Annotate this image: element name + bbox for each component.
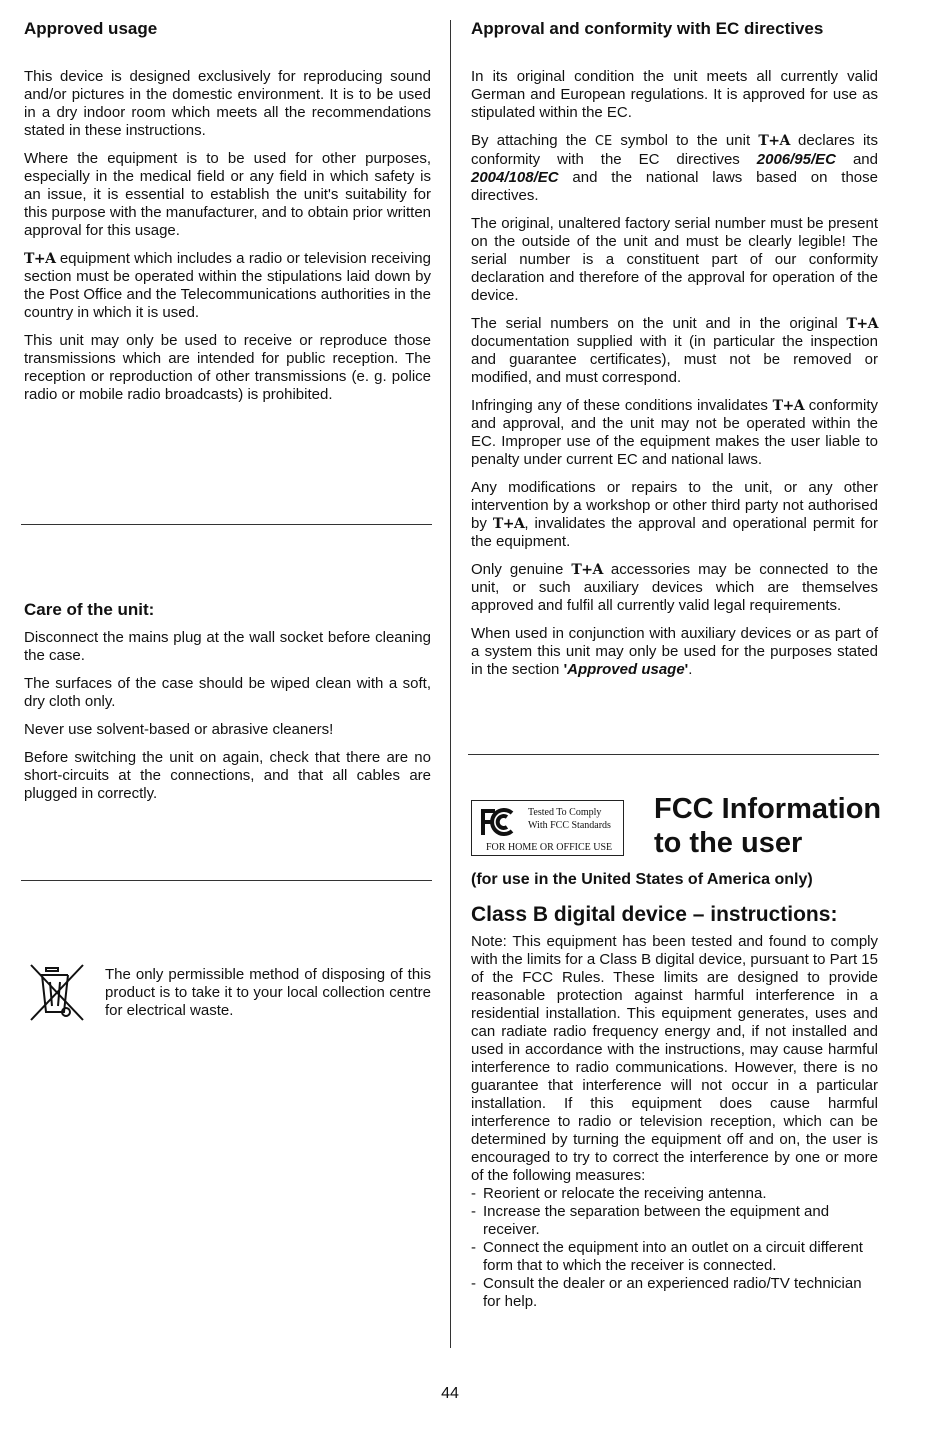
approved-paragraph-2: Where the equipment is to be used for other purposes, especially in the medical field or any field in which safety is an issue, it is essential to establish the unit's suitability for this purpose with the manufacturer, and to obtain prior written approval for this usage. <box>24 150 431 239</box>
ec-paragraph-5: Infringing any of these conditions invalidates T+A conformity and approval, and the unit may not be operated within the EC. Improper use of the equipment makes the user liable to penalty under current EC and national laws. <box>471 397 878 468</box>
fcc-title: FCC Information to the user <box>654 793 882 859</box>
brand-logo: T+A <box>758 133 790 149</box>
list-item: - Reorient or relocate the receiving antenna. <box>471 1185 878 1203</box>
left-column <box>24 18 431 414</box>
fcc-logo-text: Tested To Comply With FCC Standards <box>528 807 611 831</box>
section-divider <box>468 754 879 755</box>
fcc-compliance-logo <box>471 800 624 856</box>
brand-logo: T+A <box>24 251 56 267</box>
approved-paragraph-4: This unit may only be used to receive or reproduce those transmissions which are intended for public reception. The reception or reproduction of other transmissions (e. g. police radio or mobile radio broadcasts) is prohibited. <box>24 332 431 403</box>
column-divider <box>450 20 451 1348</box>
approved-usage-reference: Approved usage <box>567 661 685 678</box>
ec-paragraph-1: In its original condition the unit meets all currently valid German and European regulations. It is approved for use as stipulated within the EC. <box>471 68 878 121</box>
care-heading: Care of the unit: <box>24 600 155 619</box>
page-number: 44 <box>441 1385 459 1402</box>
ec-paragraph-7: Only genuine T+A accessories may be connected to the unit, or such auxiliary devices which are themselves approved and fulfil all currently valid legal requirements. <box>471 561 878 614</box>
fcc-logo-usage: FOR HOME OR OFFICE USE <box>486 842 613 853</box>
approved-paragraph-1: This device is designed exclusively for reproducing sound and/or pictures in the domestic environment. It is to be used in a dry indoor room which meets all the recommendations stated in these instructions. <box>24 68 431 139</box>
fcc-subtitle: (for use in the United States of America only) <box>471 871 813 888</box>
ec-paragraph-2: By attaching the CE symbol to the unit T+A declares its conformity with the EC directives 2006/95/EC and 2004/108/EC and the national laws based on those directives. <box>471 132 878 204</box>
ce-mark: CE <box>594 134 613 149</box>
care-paragraph-4: Before switching the unit on again, check that there are no short-circuits at the connections, and that all cables are plugged in correctly. <box>24 749 431 802</box>
list-item: - Increase the separation between the equipment and receiver. <box>471 1203 878 1239</box>
ec-heading: Approval and conformity with EC directives <box>471 19 824 38</box>
list-item: - Connect the equipment into an outlet on a circuit different form that to which the receiver is connected. <box>471 1239 878 1275</box>
brand-logo: T+A <box>492 516 525 532</box>
fcc-note <box>471 933 878 1311</box>
section-divider <box>21 524 432 525</box>
right-column <box>471 18 878 689</box>
ec-paragraph-6: Any modifications or repairs to the unit, or any other intervention by a workshop or other third party not authorised by T+A, invalidates the approval and operational permit for the equipment. <box>471 479 878 550</box>
care-section <box>24 599 431 813</box>
brand-logo: T+A <box>571 562 603 578</box>
crossed-out-wheelie-bin-icon <box>28 962 86 1024</box>
care-paragraph-1: Disconnect the mains plug at the wall socket before cleaning the case. <box>24 629 431 664</box>
ec-paragraph-3: The original, unaltered factory serial number must be present on the outside of the unit and must be clearly legible! The serial number is a constituent part of our conformity declaration and therefore of the approval for operation of the device. <box>471 215 878 304</box>
class-b-heading: Class B digital device – instructions: <box>471 903 838 926</box>
approved-usage-heading: Approved usage <box>24 19 158 38</box>
ec-paragraph-8: When used in conjunction with auxiliary devices or as part of a system this unit may only be used for the purposes stated in the section 'Approved usage'. <box>471 625 878 678</box>
brand-logo: T+A <box>846 316 878 332</box>
fcc-icon <box>479 807 517 837</box>
fcc-note-text: Note: This equipment has been tested and found to comply with the limits for a Class B digital device, pursuant to Part 15 of the FCC Rules. These limits are designed to provide reasonable protection against harmful interference in a residential installation. This equipment generates, uses and can radiate radio frequency energy and, if not installed and used in accordance with the instructions, may cause harmful interference to radio communications. However, there is no guarantee that interference will not occur in a particular installation. If this equipment does cause harmful interference to radio or television reception, which can be determined by turning the equipment off and on, the user is encouraged to try to correct the interference by one or more of the following measures: <box>471 933 878 1184</box>
section-divider <box>21 880 432 881</box>
disposal-note: The only permissible method of disposing of this product is to take it to your local collection centre for electrical waste. <box>105 966 431 1019</box>
care-paragraph-2: The surfaces of the case should be wiped clean with a soft, dry cloth only. <box>24 675 431 710</box>
ec-paragraph-4: The serial numbers on the unit and in the original T+A documentation supplied with it (in particular the inspection and guarantee certificates), must not be removed or modified, and must correspond. <box>471 315 878 386</box>
list-item: - Consult the dealer or an experienced radio/TV technician for help. <box>471 1275 878 1311</box>
care-paragraph-3: Never use solvent-based or abrasive cleaners! <box>24 721 334 738</box>
brand-logo: T+A <box>772 398 805 414</box>
measures-list <box>471 1185 878 1311</box>
approved-paragraph-3: T+A equipment which includes a radio or television receiving section must be operated within the stipulations laid down by the Post Office and the Telecommunications authorities in the country in which it is used. <box>24 250 431 321</box>
